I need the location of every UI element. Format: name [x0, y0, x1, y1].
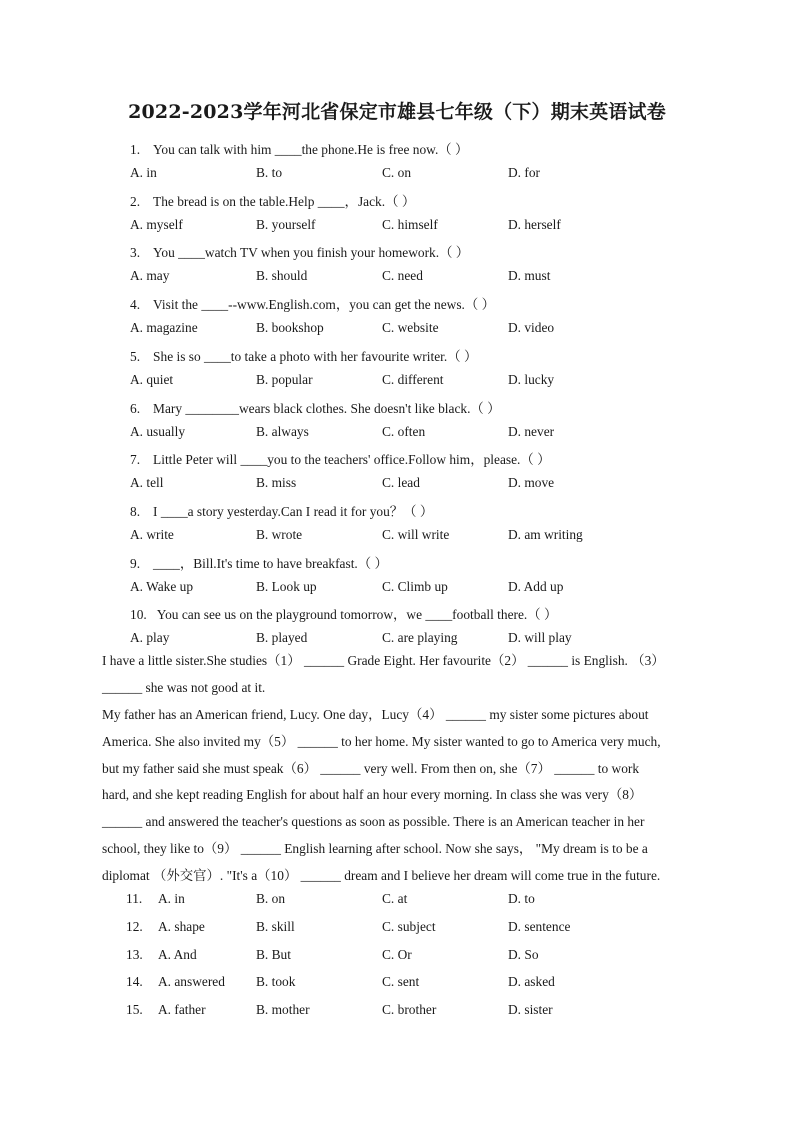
option-c: C. Climb up [382, 578, 448, 594]
question-text: ____，Bill.It's time to have breakfast.（ ） [153, 555, 388, 571]
passage-line: America. She also invited my（5） ______ to her home. My sister wanted to go to America very much, [102, 733, 661, 749]
option-d: D. lucky [508, 371, 555, 387]
option-a: A. father [158, 1002, 206, 1018]
question-number: 13. [126, 946, 143, 962]
option-b: B. played [256, 630, 308, 646]
option-d: D. for [508, 165, 540, 180]
question-number: 9. [130, 555, 141, 571]
question-stem [130, 449, 551, 468]
option-d: D. video [508, 320, 555, 336]
option-a: A. write [130, 526, 174, 542]
passage-line: but my father said she must speak（6） ______ very well. From then on, she（7） ______ to work [102, 760, 640, 776]
option-a: A. answered [158, 974, 225, 990]
question-stem [130, 139, 468, 158]
option-c: C. sent [382, 974, 420, 990]
option-c: C. subject [382, 918, 436, 934]
question-stem [130, 501, 433, 520]
option-d: D. sister [508, 1002, 553, 1018]
option-c: C. himself [382, 216, 438, 232]
question-number: 4. [130, 297, 141, 313]
option-c: C. often [382, 423, 426, 439]
passage-line: diplomat （外交官）. "It's a（10） ______ dream and I believe her dream will come true in the future. [102, 868, 661, 884]
option-c: C. website [382, 320, 439, 336]
question-text: The bread is on the table.Help ____，Jack.（ ） [153, 193, 416, 209]
question-text: Mary ________wears black clothes. She doesn't like black.（ ） [153, 400, 501, 416]
option-a: A. myself [130, 216, 183, 232]
option-d: D. am writing [508, 526, 583, 542]
question-number: 6. [130, 400, 141, 416]
option-b: B. yourself [256, 216, 316, 232]
option-d: D. asked [508, 974, 555, 990]
question-number: 5. [130, 348, 141, 364]
option-a: A. in [130, 165, 157, 180]
option-a: A. in [158, 891, 185, 906]
option-c: C. will write [382, 526, 450, 542]
question-number: 8. [130, 503, 141, 519]
cloze-passage [102, 648, 702, 890]
option-b: B. miss [256, 475, 297, 491]
passage-line: hard, and she kept reading English for about half an hour every morning. In class she was very（8） [102, 787, 643, 803]
option-b: B. took [256, 974, 296, 990]
option-b: B. popular [256, 371, 313, 387]
question-text: I ____a story yesterday.Can I read it for you？（ ） [153, 503, 434, 519]
question-stem [130, 191, 415, 210]
option-c: C. at [382, 891, 408, 906]
option-a: A. shape [158, 918, 205, 934]
option-b: B. to [256, 165, 283, 180]
option-a: A. And [158, 946, 197, 962]
option-d: D. never [508, 423, 555, 439]
question-number: 12. [126, 918, 143, 934]
page-title: 2022-2023学年河北省保定市雄县七年级（下）期末英语试卷 [128, 101, 666, 123]
passage-line: ______ she was not good at it. [102, 679, 266, 695]
option-d: D. to [508, 891, 535, 906]
option-c: C. need [382, 268, 423, 284]
question-stem [130, 553, 388, 572]
option-d: D. Add up [508, 578, 564, 594]
question-text: Little Peter will ____you to the teachers' office.Follow him，please.（ ） [153, 452, 551, 468]
option-d: D. move [508, 475, 555, 491]
option-d: D. herself [508, 216, 561, 232]
option-d: D. must [508, 268, 551, 284]
question-number: 14. [126, 974, 143, 990]
question-number: 7. [130, 452, 141, 468]
passage-line: ______ and answered the teacher's questions as soon as possible. There is an American teacher in her [102, 814, 645, 830]
question-stem [130, 242, 469, 261]
question-text: Visit the ____--www.English.com，you can get the news.（ ） [153, 297, 496, 313]
option-b: B. skill [256, 918, 295, 934]
option-b: B. But [256, 946, 291, 962]
option-c: C. on [382, 165, 412, 180]
option-b: B. bookshop [256, 320, 324, 336]
option-b: B. always [256, 423, 309, 439]
question-text: She is so ____to take a photo with her favourite writer.（ ） [153, 348, 478, 364]
passage-line: My father has an American friend, Lucy. One day，Lucy（4） ______ my sister some pictures about [102, 706, 649, 722]
option-c: C. are playing [382, 630, 458, 646]
option-c: C. brother [382, 1002, 437, 1018]
question-text: You can see us on the playground tomorrow，we ____football there.（ ） [156, 607, 558, 623]
question-stem [130, 604, 557, 623]
option-a: A. Wake up [130, 578, 194, 594]
option-a: A. quiet [130, 371, 174, 387]
option-c: C. different [382, 371, 444, 387]
option-a: A. may [130, 268, 170, 284]
option-d: D. sentence [508, 918, 571, 934]
question-number: 1. [130, 142, 141, 157]
option-b: B. on [256, 891, 286, 906]
question-number: 15. [126, 1002, 143, 1018]
question-stem [130, 346, 477, 365]
question-text: You ____watch TV when you finish your homework.（ ） [153, 245, 470, 261]
passage-line: school, they like to（9） ______ English learning after school. Now she says， "My dream is to be a [102, 841, 648, 857]
option-b: B. Look up [256, 578, 317, 594]
option-a: A. magazine [130, 320, 198, 336]
option-d: D. So [508, 946, 539, 962]
option-b: B. should [256, 268, 308, 284]
option-c: C. Or [382, 946, 412, 962]
option-b: B. mother [256, 1002, 310, 1018]
question-number: 10. [130, 607, 147, 623]
question-text: You can talk with him ____the phone.He is free now.（ ） [153, 142, 469, 157]
option-b: B. wrote [256, 526, 303, 542]
passage-line: I have a little sister.She studies（1） ______ Grade Eight. Her favourite（2） ______ is English. （3） [102, 653, 665, 668]
option-a: A. play [130, 630, 170, 646]
option-d: D. will play [508, 630, 572, 646]
question-stem [130, 398, 501, 417]
question-number: 11. [126, 891, 143, 906]
question-number: 3. [130, 245, 141, 261]
question-stem [130, 294, 495, 313]
option-a: A. usually [130, 423, 186, 439]
option-c: C. lead [382, 475, 420, 491]
question-number: 2. [130, 193, 141, 209]
option-a: A. tell [130, 475, 164, 491]
